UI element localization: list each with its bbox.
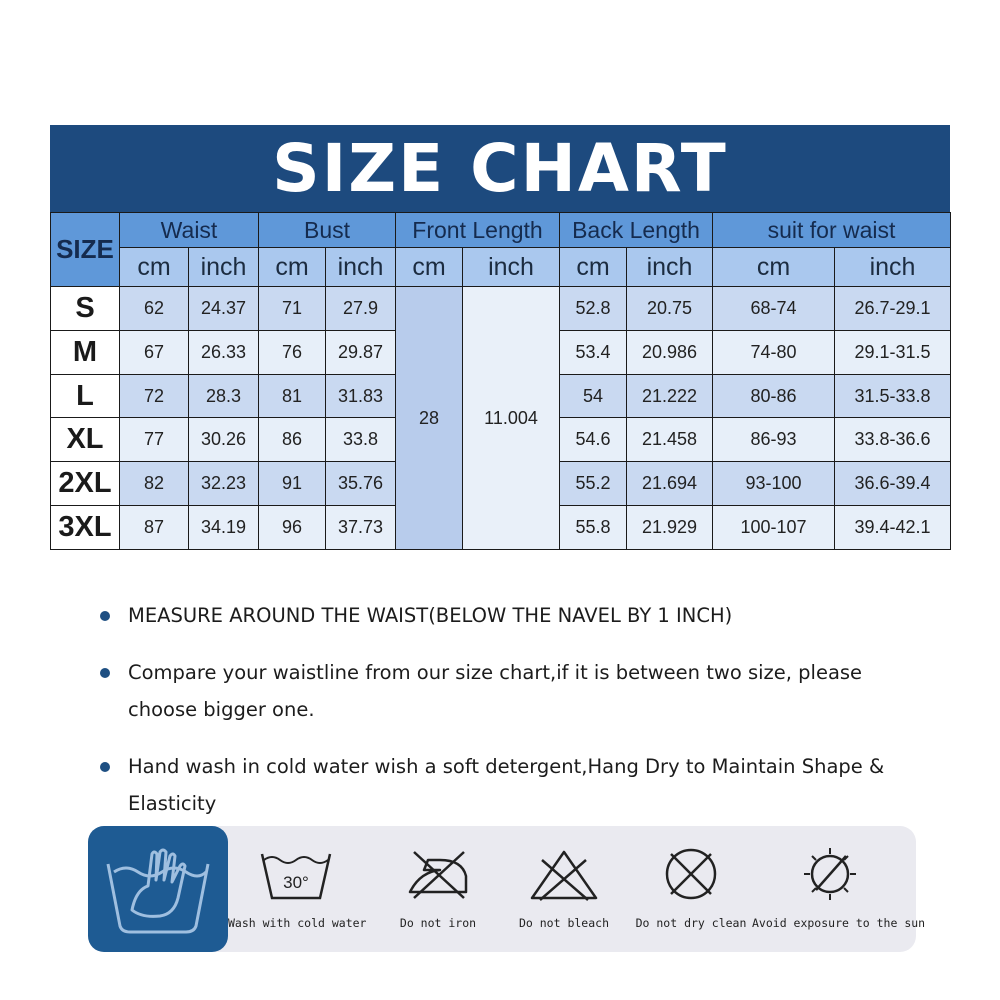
size-label: L xyxy=(51,374,120,418)
care-instructions-panel xyxy=(88,826,926,952)
table-cell: 29.87 xyxy=(326,330,396,374)
bullet-icon xyxy=(100,611,110,621)
unit-header: cm xyxy=(713,248,835,287)
table-cell: 54.6 xyxy=(560,418,627,462)
hand-wash-icon xyxy=(102,846,214,936)
table-cell: 55.2 xyxy=(560,462,627,506)
size-label: XL xyxy=(51,418,120,462)
size-chart xyxy=(50,125,950,550)
table-cell: 36.6-39.4 xyxy=(835,462,951,506)
care-notes xyxy=(95,597,915,842)
table-cell: 74-80 xyxy=(713,330,835,374)
size-table xyxy=(50,212,951,550)
table-cell: 96 xyxy=(259,506,326,550)
table-cell: 21.929 xyxy=(627,506,713,550)
bullet-icon xyxy=(100,762,110,772)
group-header-suit-for-waist: suit for waist xyxy=(713,213,951,248)
unit-header: inch xyxy=(627,248,713,287)
group-header-bust: Bust xyxy=(259,213,396,248)
table-cell: 35.76 xyxy=(326,462,396,506)
table-cell: 39.4-42.1 xyxy=(835,506,951,550)
table-cell: 86-93 xyxy=(713,418,835,462)
table-cell: 82 xyxy=(120,462,189,506)
table-cell: 100-107 xyxy=(713,506,835,550)
size-label: M xyxy=(51,330,120,374)
care-label: Avoid exposure to the sun xyxy=(752,916,926,930)
size-label: 2XL xyxy=(51,462,120,506)
care-item-no-sun xyxy=(752,846,926,930)
no-bleach-icon xyxy=(526,846,602,902)
table-cell: 55.8 xyxy=(560,506,627,550)
unit-header: inch xyxy=(463,248,560,287)
unit-header: cm xyxy=(396,248,463,287)
care-label: Do not dry clean xyxy=(635,916,747,930)
wash-temperature: 30° xyxy=(283,873,309,892)
wash-30-icon xyxy=(258,846,334,902)
front-length-cm-cell: 28 xyxy=(396,287,463,550)
table-cell: 20.75 xyxy=(627,287,713,331)
table-cell: 27.9 xyxy=(326,287,396,331)
table-cell: 20.986 xyxy=(627,330,713,374)
table-cell: 29.1-31.5 xyxy=(835,330,951,374)
care-item-no-dry-clean xyxy=(631,846,751,930)
table-cell: 71 xyxy=(259,287,326,331)
unit-header: inch xyxy=(189,248,259,287)
table-cell: 67 xyxy=(120,330,189,374)
table-cell: 28.3 xyxy=(189,374,259,418)
table-cell: 26.7-29.1 xyxy=(835,287,951,331)
group-header-front-length: Front Length xyxy=(396,213,560,248)
table-cell: 31.5-33.8 xyxy=(835,374,951,418)
care-item-no-iron xyxy=(380,846,496,930)
unit-header: cm xyxy=(259,248,326,287)
unit-header: cm xyxy=(560,248,627,287)
size-chart-title: SIZE CHART xyxy=(272,130,728,207)
table-cell: 33.8 xyxy=(326,418,396,462)
table-cell: 62 xyxy=(120,287,189,331)
table-cell: 91 xyxy=(259,462,326,506)
group-header-row xyxy=(51,213,951,248)
table-cell: 31.83 xyxy=(326,374,396,418)
note-item xyxy=(95,654,915,728)
table-cell: 37.73 xyxy=(326,506,396,550)
table-cell: 21.458 xyxy=(627,418,713,462)
table-cell: 34.19 xyxy=(189,506,259,550)
group-header-waist: Waist xyxy=(120,213,259,248)
unit-header: cm xyxy=(120,248,189,287)
size-label: S xyxy=(51,287,120,331)
table-cell: 30.26 xyxy=(189,418,259,462)
table-cell: 87 xyxy=(120,506,189,550)
table-cell: 53.4 xyxy=(560,330,627,374)
table-cell: 80-86 xyxy=(713,374,835,418)
size-chart-title-bar xyxy=(50,125,950,212)
table-cell: 93-100 xyxy=(713,462,835,506)
table-cell: 26.33 xyxy=(189,330,259,374)
unit-header: inch xyxy=(835,248,951,287)
table-cell: 21.222 xyxy=(627,374,713,418)
note-text: Hand wash in cold water wish a soft detergent,Hang Dry to Maintain Shape & Elasticity xyxy=(128,755,885,815)
no-sun-icon xyxy=(792,846,868,902)
care-lead-box xyxy=(88,826,228,952)
table-row xyxy=(51,287,951,331)
table-cell: 52.8 xyxy=(560,287,627,331)
care-label: Do not bleach xyxy=(518,916,609,930)
table-cell: 21.694 xyxy=(627,462,713,506)
table-cell: 81 xyxy=(259,374,326,418)
table-cell: 68-74 xyxy=(713,287,835,331)
care-item-wash-cold xyxy=(228,846,367,930)
bullet-icon xyxy=(100,668,110,678)
no-dry-clean-icon xyxy=(653,846,729,902)
note-text: Compare your waistline from our size chart,if it is between two size, please choose bigger one. xyxy=(128,661,863,721)
group-header-back-length: Back Length xyxy=(560,213,713,248)
unit-header-row xyxy=(51,248,951,287)
table-cell: 24.37 xyxy=(189,287,259,331)
note-text: MEASURE AROUND THE WAIST(BELOW THE NAVEL BY 1 INCH) xyxy=(128,604,733,627)
size-label: 3XL xyxy=(51,506,120,550)
table-cell: 76 xyxy=(259,330,326,374)
care-item-no-bleach xyxy=(508,846,620,930)
care-label: Do not iron xyxy=(399,916,477,930)
table-cell: 72 xyxy=(120,374,189,418)
table-cell: 86 xyxy=(259,418,326,462)
front-length-inch-cell: 11.004 xyxy=(463,287,560,550)
table-cell: 77 xyxy=(120,418,189,462)
note-item xyxy=(95,748,915,822)
table-cell: 32.23 xyxy=(189,462,259,506)
unit-header: inch xyxy=(326,248,396,287)
table-cell: 54 xyxy=(560,374,627,418)
size-column-header: SIZE xyxy=(51,213,120,287)
table-cell: 33.8-36.6 xyxy=(835,418,951,462)
note-item xyxy=(95,597,915,634)
care-label: Wash with cold water xyxy=(228,916,367,930)
no-iron-icon xyxy=(400,846,476,902)
